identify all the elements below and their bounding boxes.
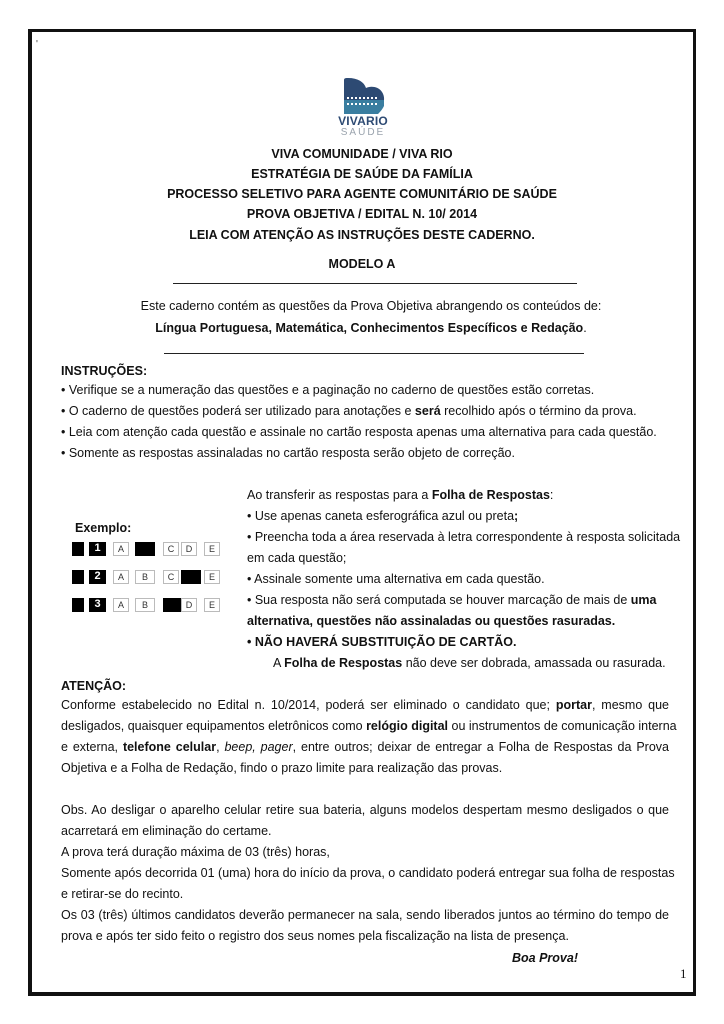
subjects-list: Língua Portuguesa, Matemática, Conhecimentos Específicos e Redação [155, 321, 584, 335]
option-box: A [113, 570, 129, 584]
attention-line [61, 695, 669, 716]
text: e externa, [61, 740, 123, 754]
option-box: E [204, 542, 220, 556]
transfer-item-invalid-cont [247, 611, 672, 632]
instruction-text: • Verifique se a numeração das questões e a paginação no caderno de questões estão corretas. [61, 383, 595, 397]
attention-line [61, 716, 677, 737]
transfer-item-fill [247, 527, 681, 548]
text: , entre outros; deixar de entregar a Folha de Respostas da Prova [292, 740, 669, 754]
option-box: E [204, 598, 220, 612]
text-bold: Folha de Respostas [284, 656, 403, 670]
example-title: Exemplo: [75, 521, 132, 535]
attention-paragraph [61, 695, 677, 779]
option-box: B [135, 570, 155, 584]
text: , [216, 740, 225, 754]
text: não deve ser dobrada, amassada ou rasurada. [402, 656, 666, 670]
option-box-filled [163, 598, 183, 612]
option-box: C [163, 570, 179, 584]
instruction-text: recolhido após o término da prova. [440, 404, 637, 418]
leave-line: e retirar-se do recinto. [61, 887, 184, 901]
obs-line: acarretará em eliminação do certame. [61, 824, 272, 838]
text: • Use apenas caneta esferográfica azul ou preta [247, 509, 515, 523]
text: , mesmo que [591, 698, 669, 712]
transfer-item-one-option [247, 569, 672, 590]
header-line-program: ESTRATÉGIA DE SAÚDE DA FAMÍLIA [251, 167, 473, 181]
attention-title: ATENÇÃO: [61, 679, 127, 693]
row-marker [72, 542, 84, 556]
option-box: D [181, 598, 197, 612]
intro-subjects [100, 319, 642, 337]
text: ou instrumentos de comunicação interna [448, 719, 677, 733]
logo-text-saude: SAÚDE [340, 127, 386, 138]
text-bold: ; [514, 509, 519, 523]
option-box: B [135, 598, 155, 612]
option-box: A [113, 598, 129, 612]
text-bold: portar [555, 698, 592, 712]
instruction-item [61, 380, 669, 401]
text: : [549, 488, 554, 502]
text-bold: Folha de Respostas [431, 488, 550, 502]
divider-line [173, 283, 577, 284]
option-box: C [163, 542, 179, 556]
instruction-text: • Leia com atenção cada questão e assinale no cartão resposta apenas uma alternativa para cada questão. [61, 425, 657, 439]
leave-line: Somente após decorrida 01 (uma) hora do início da prova, o candidato poderá entregar sua folha de respostas [61, 866, 675, 880]
instruction-item [61, 401, 669, 422]
option-box: A [113, 542, 129, 556]
text-bold: telefone celular [122, 740, 217, 754]
header-line-exam: PROVA OBJETIVA / EDITAL N. 10/ 2014 [246, 207, 478, 221]
last-candidates-line: prova e após ter sido feito o registro dos seus nomes pela fiscalização na lista de presença. [61, 929, 569, 943]
attention-line [61, 758, 669, 779]
row-marker [72, 570, 84, 584]
text: desligados, quaisquer equipamentos eletrônicos como [61, 719, 367, 733]
model-label: MODELO A [328, 257, 396, 271]
intro-text: Este caderno contém as questões da Prova Objetiva abrangendo os conteúdos de: [140, 299, 602, 313]
example-row [72, 570, 232, 584]
text: A [273, 656, 285, 670]
text-italic: beep, pager [224, 740, 293, 754]
text: • Preencha toda a área reservada à letra correspondente à resposta solicitada [247, 530, 681, 544]
question-number: 3 [89, 598, 106, 612]
instruction-bold: será [414, 404, 441, 418]
option-box: E [204, 570, 220, 584]
instruction-item [61, 443, 669, 464]
example-row [72, 598, 232, 612]
subjects-period: . [583, 321, 587, 335]
text-bold: relógio digital [366, 719, 449, 733]
header-line-process: PROCESSO SELETIVO PARA AGENTE COMUNITÁRIO DE SAÚDE [167, 187, 557, 201]
signoff: Boa Prova! [512, 951, 578, 965]
transfer-intro [247, 485, 672, 506]
option-box-filled [181, 570, 201, 584]
heart-piano-logo-icon [338, 78, 388, 116]
transfer-instructions [247, 485, 681, 674]
vivario-logo [338, 78, 388, 116]
duration-line: A prova terá duração máxima de 03 (três) horas, [61, 845, 330, 859]
logo-text-vivario: VIVARIO [338, 114, 388, 128]
corner-mark: ' [36, 39, 38, 50]
option-box-filled [135, 542, 155, 556]
page-number: 1 [680, 966, 687, 981]
instruction-text: • Somente as respostas assinaladas no cartão resposta serão objeto de correção. [61, 446, 515, 460]
text: Ao transferir as respostas para a [247, 488, 432, 502]
text: em cada questão; [247, 551, 347, 565]
transfer-note [247, 653, 672, 674]
transfer-item-invalid [247, 590, 672, 611]
notes-paragraph [61, 800, 675, 947]
transfer-item-no-replacement [247, 632, 672, 653]
example-row [72, 542, 232, 556]
text-bold: • NÃO HAVERÁ SUBSTITUIÇÃO DE CARTÃO. [247, 635, 517, 649]
attention-line [61, 737, 669, 758]
obs-line: Obs. Ao desligar o aparelho celular retire sua bateria, alguns modelos despertam mesmo desligados o que [61, 803, 669, 817]
divider-line [164, 353, 584, 354]
transfer-item-fill-cont [247, 548, 672, 569]
header-line-organization: VIVA COMUNIDADE / VIVA RIO [271, 147, 453, 161]
text-bold: alternativa, questões não assinaladas ou questões rasuradas. [247, 614, 616, 628]
instruction-item [61, 422, 669, 443]
text: • Assinale somente uma alternativa em cada questão. [247, 572, 545, 586]
text: • Sua resposta não será computada se houver marcação de mais de [247, 593, 631, 607]
logo-wordmark [330, 115, 396, 139]
instructions-list [61, 380, 669, 464]
text: Conforme estabelecido no Edital n. 10/2014, poderá ser eliminado o candidato que; [61, 698, 556, 712]
text: Objetiva e a Folha de Redação, findo o prazo limite para realização das provas. [61, 761, 503, 775]
instructions-title: INSTRUÇÕES: [61, 364, 148, 378]
transfer-item-pen [247, 506, 672, 527]
text-bold: uma [630, 593, 657, 607]
last-candidates-line: Os 03 (três) últimos candidatos deverão permanecer na sala, sendo liberados juntos ao término do tempo de [61, 908, 669, 922]
option-box: D [181, 542, 197, 556]
question-number: 2 [89, 570, 106, 584]
question-number: 1 [89, 542, 106, 556]
instruction-text: • O caderno de questões poderá ser utilizado para anotações e [61, 404, 415, 418]
row-marker [72, 598, 84, 612]
header-line-instruction: LEIA COM ATENÇÃO AS INSTRUÇÕES DESTE CADERNO. [189, 228, 535, 242]
